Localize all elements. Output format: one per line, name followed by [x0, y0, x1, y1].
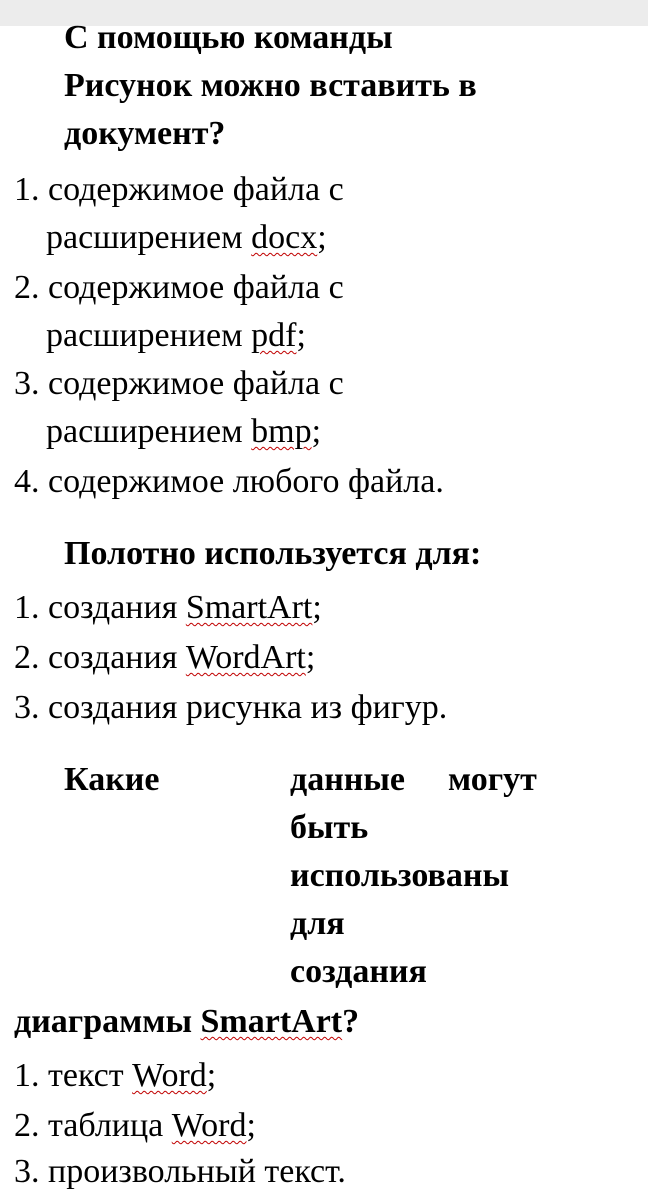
q3-option-2: 2. таблица Word; — [14, 1107, 256, 1144]
misspelled-word: SmartArt — [185, 589, 313, 626]
q1-option-2-line-2: расширением pdf; — [46, 317, 306, 354]
question-2-title: Полотно используется для: — [64, 535, 482, 572]
misspelled-word: pdf — [251, 317, 297, 354]
question-3-col-line-4: для — [290, 905, 345, 942]
q1-option-3-line-1: 3. содержимое файла с — [14, 365, 344, 402]
question-3-last-line: диаграммы SmartArt? — [14, 1003, 360, 1040]
question-3-col-line-1b: могут — [448, 761, 537, 798]
misspelled-word: docx — [251, 219, 318, 256]
q3-option-3: 3. произвольный текст. — [14, 1153, 346, 1190]
misspelled-word: Word — [132, 1057, 207, 1094]
misspelled-word: SmartArt — [200, 1003, 343, 1040]
q2-option-2: 2. создания WordArt; — [14, 639, 316, 676]
question-3-col-line-2: быть — [290, 809, 369, 846]
q1-option-4: 4. содержимое любого файла. — [14, 463, 444, 500]
q1-option-1-line-2: расширением docx; — [46, 219, 327, 256]
q2-option-3: 3. создания рисунка из фигур. — [14, 689, 448, 726]
question-1-line-2: Рисунок можно вставить в — [64, 67, 477, 104]
question-3-col-line-5: создания — [290, 953, 427, 990]
misspelled-word: bmp — [251, 413, 312, 450]
question-1-line-3: документ? — [64, 115, 226, 152]
q1-option-2-line-1: 2. содержимое файла с — [14, 269, 344, 306]
misspelled-word: Word — [171, 1107, 247, 1144]
q2-option-1: 1. создания SmartArt; — [14, 589, 322, 626]
q3-option-1: 1. текст Word; — [14, 1057, 217, 1094]
question-3-col-line-3: использованы — [290, 857, 509, 894]
question-1-line-1: С помощью команды — [64, 19, 393, 56]
q1-option-3-line-2: расширением bmp; — [46, 413, 322, 450]
misspelled-word: WordArt — [185, 639, 306, 676]
question-3-col-line-1a: данные — [290, 761, 406, 798]
q1-option-1-line-1: 1. содержимое файла с — [14, 171, 344, 208]
question-3-word-1: Какие — [64, 761, 160, 798]
